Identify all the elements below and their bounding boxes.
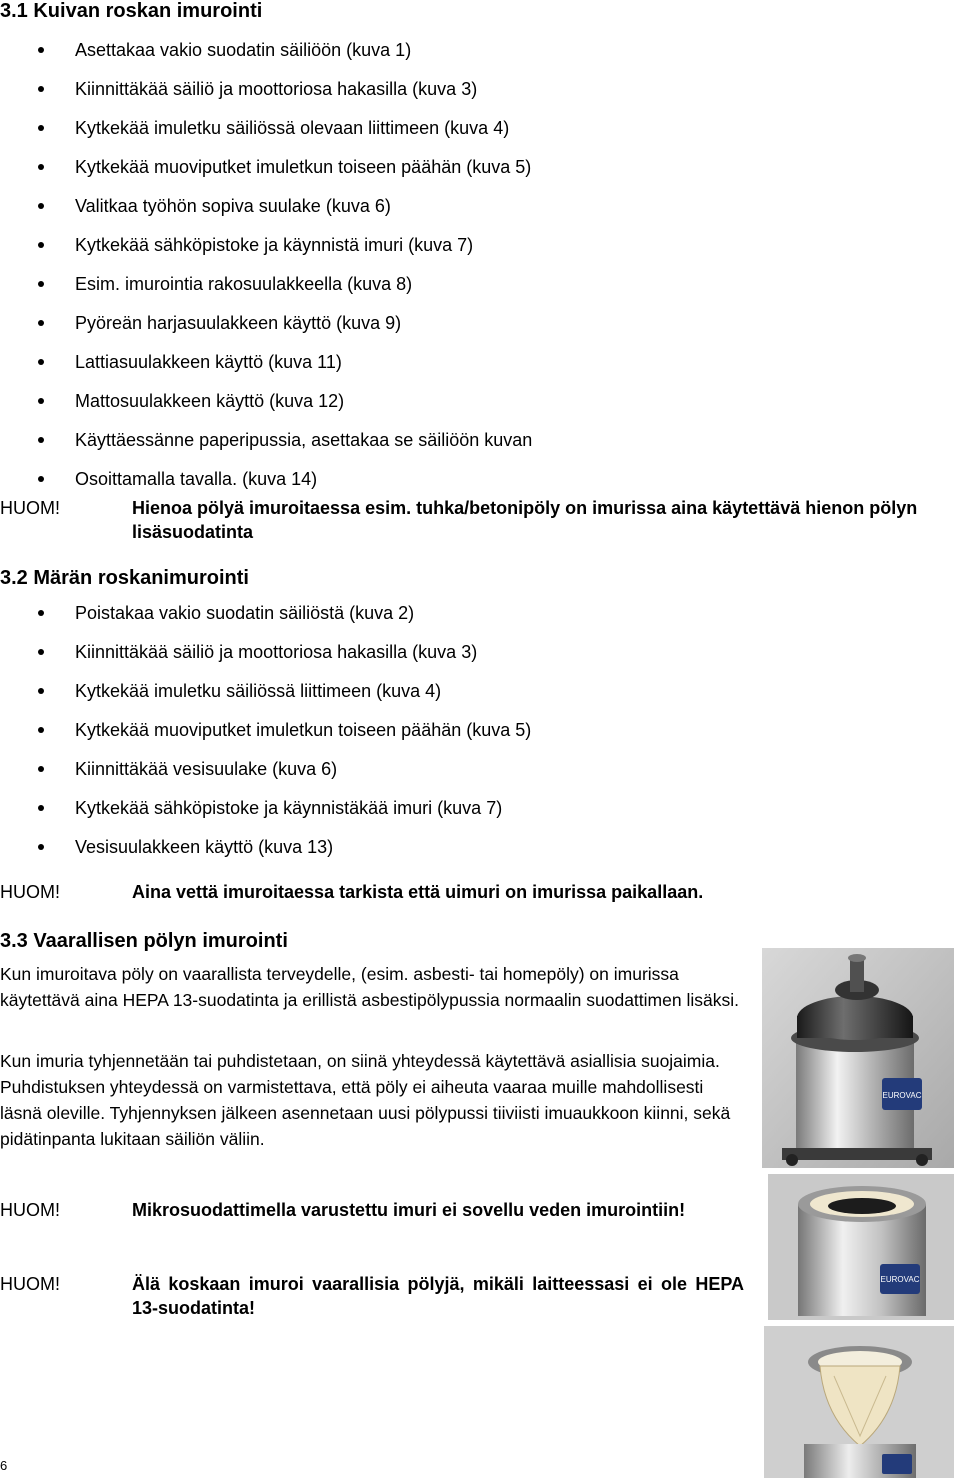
list-item-text: Vesisuulakkeen käyttö (kuva 13) bbox=[75, 837, 334, 857]
list-item-text: Mattosuulakkeen käyttö (kuva 12) bbox=[75, 391, 345, 411]
list-item-text: Osoittamalla tavalla. (kuva 14) bbox=[75, 469, 318, 489]
wet-vacuum-steps-list bbox=[0, 602, 531, 875]
bullet-icon bbox=[38, 203, 44, 209]
page-number: 6 bbox=[0, 1458, 8, 1473]
bullet-icon bbox=[38, 649, 44, 655]
list-item bbox=[0, 312, 532, 351]
dry-vacuum-steps-list bbox=[0, 39, 532, 507]
bullet-icon bbox=[38, 805, 44, 811]
bullet-icon bbox=[38, 164, 44, 170]
note-text: Hienoa pölyä imuroitaessa esim. tuhka/betonipöly on imurissa aina käytettävä hienon pölyn lisäsuodatinta bbox=[132, 498, 918, 542]
list-item bbox=[0, 351, 532, 390]
list-item bbox=[0, 78, 532, 117]
note-text: Aina vettä imuroitaessa tarkista että uimuri on imurissa paikallaan. bbox=[132, 882, 704, 902]
list-item-text: Käyttäessänne paperipussia, asettakaa se säiliöön kuvan bbox=[75, 430, 533, 450]
list-item-text: Kytkekää sähköpistoke ja käynnistä imuri (kuva 7) bbox=[75, 235, 474, 255]
section-title-3-1: 3.1 Kuivan roskan imurointi bbox=[0, 0, 263, 22]
list-item-text: Asettakaa vakio suodatin säiliöön (kuva 1) bbox=[75, 40, 412, 60]
list-item-text: Kiinnittäkää säiliö ja moottoriosa hakasilla (kuva 3) bbox=[75, 642, 478, 662]
vacuum-photo-3 bbox=[764, 1326, 954, 1478]
section-title-3-2: 3.2 Märän roskanimurointi bbox=[0, 567, 249, 589]
list-item bbox=[0, 641, 531, 680]
note-float bbox=[0, 880, 960, 906]
bullet-icon bbox=[38, 242, 44, 248]
list-item bbox=[0, 195, 532, 234]
list-item bbox=[0, 156, 532, 195]
list-item-text: Kytkekää imuletku säiliössä liittimeen (kuva 4) bbox=[75, 681, 442, 701]
bullet-icon bbox=[38, 766, 44, 772]
list-item-text: Pyöreän harjasuulakkeen käyttö (kuva 9) bbox=[75, 313, 402, 333]
list-item bbox=[0, 117, 532, 156]
note-label: HUOM! bbox=[0, 1200, 60, 1220]
bullet-icon bbox=[38, 727, 44, 733]
note-fine-dust bbox=[0, 496, 960, 546]
list-item-text: Kiinnittäkää vesisuulake (kuva 6) bbox=[75, 759, 338, 779]
bullet-icon bbox=[38, 320, 44, 326]
list-item bbox=[0, 719, 531, 758]
list-item-text: Kytkekää sähköpistoke ja käynnistäkää imuri (kuva 7) bbox=[75, 798, 503, 818]
list-item bbox=[0, 680, 531, 719]
list-item bbox=[0, 758, 531, 797]
list-item-text: Poistakaa vakio suodatin säiliöstä (kuva 2) bbox=[75, 603, 415, 623]
brand-label: EUROVAC bbox=[880, 1275, 920, 1284]
bullet-icon bbox=[38, 125, 44, 131]
bullet-icon bbox=[38, 359, 44, 365]
bullet-icon bbox=[38, 398, 44, 404]
bullet-icon bbox=[38, 610, 44, 616]
section-title-3-3: 3.3 Vaarallisen pölyn imurointi bbox=[0, 930, 288, 952]
list-item bbox=[0, 234, 532, 273]
list-item bbox=[0, 39, 532, 78]
bullet-icon bbox=[38, 47, 44, 53]
vacuum-photo-1 bbox=[762, 948, 954, 1168]
list-item bbox=[0, 273, 532, 312]
hazardous-dust-paragraph: Kun imuroitava pöly on vaarallista terveydelle, (esim. asbesti- tai homepöly) on imurissa käytettävä aina HEPA 13-suodatinta ja erillistä asbestipölypussia normaalin suodattimen lisäksi. bbox=[0, 964, 739, 1010]
note-label: HUOM! bbox=[0, 882, 60, 902]
vacuum-photo-2 bbox=[768, 1174, 954, 1320]
bullet-icon bbox=[38, 86, 44, 92]
note-text: Mikrosuodattimella varustettu imuri ei sovellu veden imurointiin! bbox=[132, 1200, 686, 1220]
list-item bbox=[0, 429, 532, 468]
bullet-icon bbox=[38, 281, 44, 287]
list-item-text: Lattiasuulakkeen käyttö (kuva 11) bbox=[75, 352, 342, 372]
list-item bbox=[0, 602, 531, 641]
bullet-icon bbox=[38, 688, 44, 694]
bullet-icon bbox=[38, 437, 44, 443]
list-item-text: Kytkekää muoviputket imuletkun toiseen päähän (kuva 5) bbox=[75, 720, 532, 740]
list-item-text: Valitkaa työhön sopiva suulake (kuva 6) bbox=[75, 196, 391, 216]
list-item-text: Kytkekää imuletku säiliössä olevaan liittimeen (kuva 4) bbox=[75, 118, 510, 138]
brand-label: EUROVAC bbox=[882, 1091, 922, 1100]
list-item bbox=[0, 390, 532, 429]
cleaning-paragraph: Kun imuria tyhjennetään tai puhdistetaan, on siinä yhteydessä käytettävä asiallisia suojaimia. Puhdistuksen yhteydessä on varmistettava, että pöly ei aiheuta vaaraa muille mahdollisesti läsnä oleville. Tyhjennyksen jälkeen asennetaan uusi pölypussi tiiviisti imuaukkoon kiinni, sekä pidätinpanta lukitaan säiliön väliin. bbox=[0, 1051, 731, 1149]
note-label: HUOM! bbox=[0, 498, 60, 518]
list-item-text: Kytkekää muoviputket imuletkun toiseen päähän (kuva 5) bbox=[75, 157, 532, 177]
note-text: Älä koskaan imuroi vaarallisia pölyjä, mikäli laitteessasi ei ole HEPA 13-suodatinta! bbox=[132, 1274, 744, 1318]
list-item bbox=[0, 797, 531, 836]
list-item-text: Kiinnittäkää säiliö ja moottoriosa hakasilla (kuva 3) bbox=[75, 79, 478, 99]
list-item bbox=[0, 836, 531, 875]
list-item-text: Esim. imurointia rakosuulakkeella (kuva 8) bbox=[75, 274, 413, 294]
bullet-icon bbox=[38, 476, 44, 482]
bullet-icon bbox=[38, 844, 44, 850]
note-label: HUOM! bbox=[0, 1274, 60, 1294]
